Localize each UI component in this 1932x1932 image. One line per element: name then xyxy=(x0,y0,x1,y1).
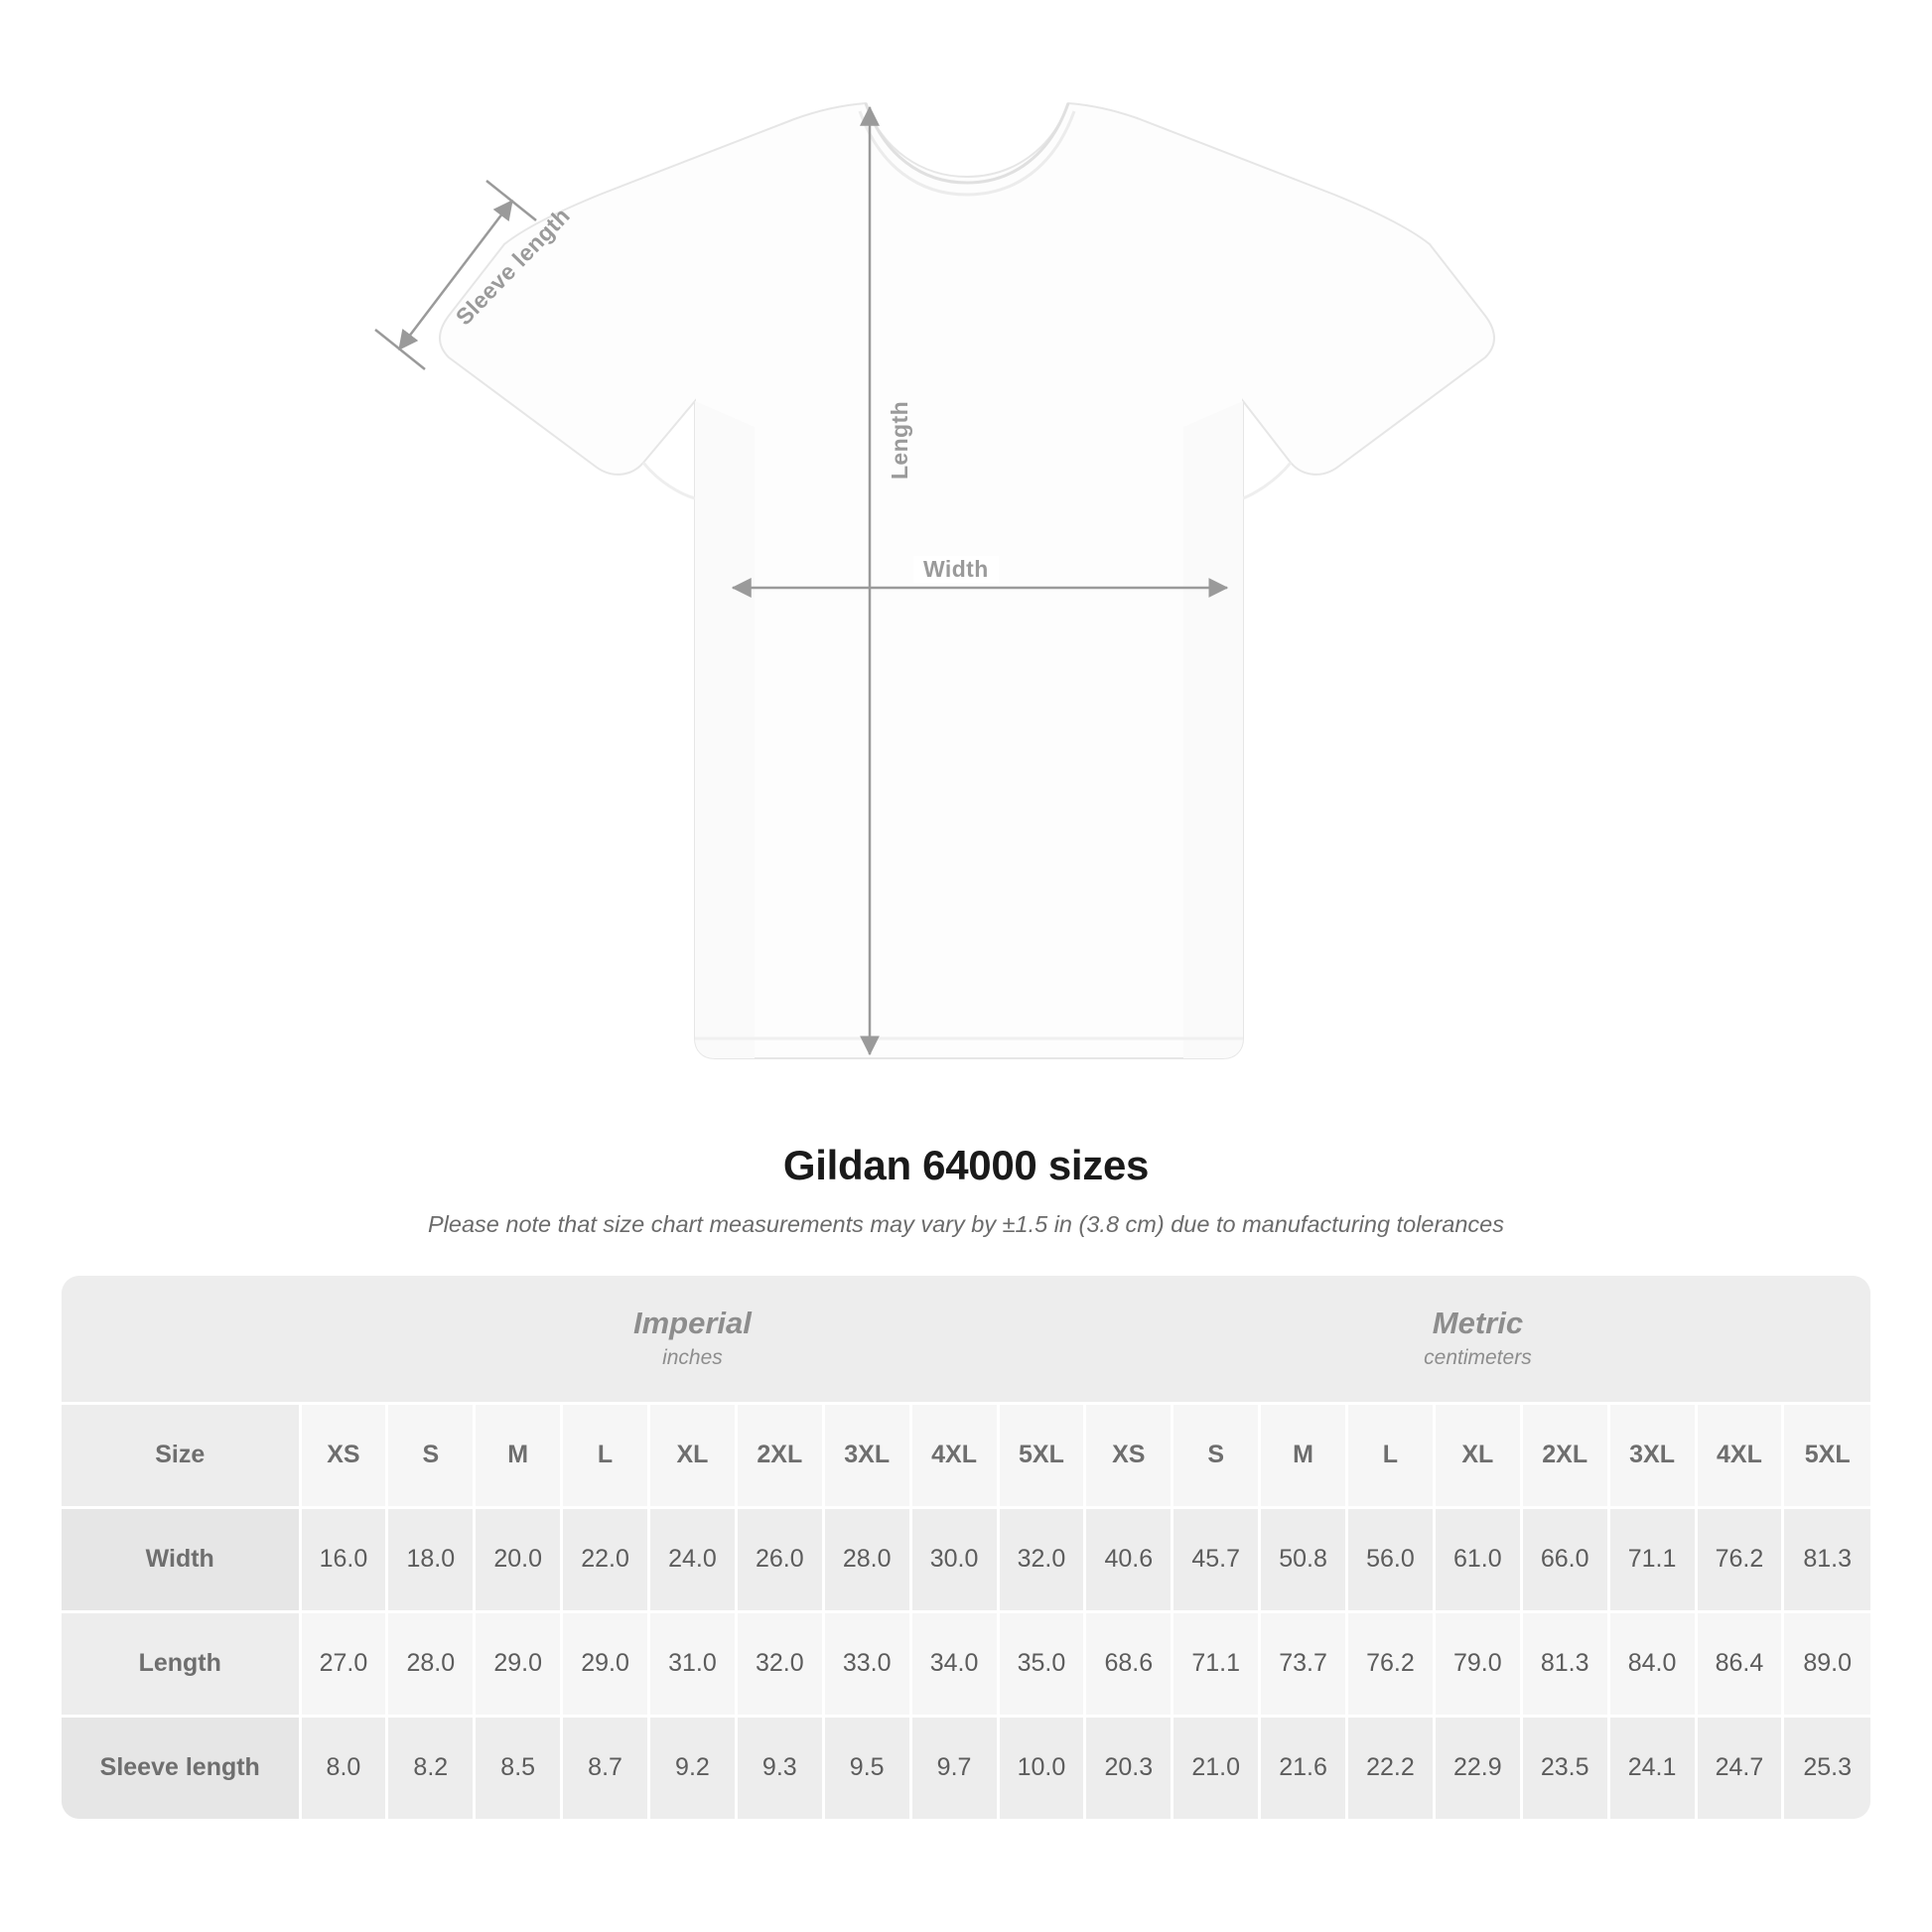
table-cell: 26.0 xyxy=(736,1507,823,1611)
unit-header-imperial xyxy=(300,1276,1085,1403)
row-label-length: Length xyxy=(62,1611,300,1716)
size-header-cell: 3XL xyxy=(1608,1403,1696,1507)
sleeve-tick-bottom xyxy=(375,330,425,369)
table-cell: 71.1 xyxy=(1173,1611,1260,1716)
table-cell: 73.7 xyxy=(1260,1611,1347,1716)
size-header-cell: XL xyxy=(649,1403,737,1507)
table-row xyxy=(62,1507,1870,1611)
table-cell: 76.2 xyxy=(1696,1507,1783,1611)
table-cell: 45.7 xyxy=(1173,1507,1260,1611)
unit-sub-imperial: inches xyxy=(662,1346,723,1370)
table-cell: 28.0 xyxy=(387,1611,475,1716)
table-row xyxy=(62,1611,1870,1716)
size-table xyxy=(62,1276,1870,1819)
unit-sub-metric: centimeters xyxy=(1424,1346,1532,1370)
tolerance-note: Please note that size chart measurements may vary by ±1.5 in (3.8 cm) due to manufacturing tolerances xyxy=(428,1211,1504,1237)
table-cell: 34.0 xyxy=(910,1611,998,1716)
size-header-cell: S xyxy=(387,1403,475,1507)
table-cell: 56.0 xyxy=(1347,1507,1435,1611)
table-cell: 89.0 xyxy=(1783,1611,1870,1716)
table-cell: 9.3 xyxy=(736,1716,823,1819)
table-row xyxy=(62,1716,1870,1819)
table-cell: 8.7 xyxy=(562,1716,649,1819)
table-cell: 22.2 xyxy=(1347,1716,1435,1819)
table-cell: 23.5 xyxy=(1521,1716,1608,1819)
table-cell: 86.4 xyxy=(1696,1611,1783,1716)
table-cell: 68.6 xyxy=(1085,1611,1173,1716)
width-label: Width xyxy=(913,556,999,583)
table-cell: 22.9 xyxy=(1434,1716,1521,1819)
table-cell: 40.6 xyxy=(1085,1507,1173,1611)
table-cell: 8.2 xyxy=(387,1716,475,1819)
table-cell: 20.0 xyxy=(475,1507,562,1611)
table-cell: 35.0 xyxy=(998,1611,1085,1716)
sleeve-length-label: Sleeve length xyxy=(450,202,576,331)
table-cell: 9.5 xyxy=(823,1716,910,1819)
table-cell: 32.0 xyxy=(736,1611,823,1716)
size-header-cell: L xyxy=(562,1403,649,1507)
size-header-cell: 2XL xyxy=(1521,1403,1608,1507)
table-cell: 81.3 xyxy=(1521,1611,1608,1716)
table-cell: 18.0 xyxy=(387,1507,475,1611)
table-cell: 79.0 xyxy=(1434,1611,1521,1716)
unit-header-metric xyxy=(1085,1276,1870,1403)
table-cell: 21.0 xyxy=(1173,1716,1260,1819)
table-cell: 61.0 xyxy=(1434,1507,1521,1611)
size-header-cell: XL xyxy=(1434,1403,1521,1507)
table-cell: 21.6 xyxy=(1260,1716,1347,1819)
table-cell: 10.0 xyxy=(998,1716,1085,1819)
unit-name-imperial: Imperial xyxy=(632,1306,752,1341)
row-label-width: Width xyxy=(62,1507,300,1611)
table-cell: 22.0 xyxy=(562,1507,649,1611)
size-header-cell: S xyxy=(1173,1403,1260,1507)
title-block xyxy=(0,1142,1932,1238)
sleeve-tick-top xyxy=(486,181,536,220)
table-cell: 81.3 xyxy=(1783,1507,1870,1611)
table-cell: 24.1 xyxy=(1608,1716,1696,1819)
table-cell: 28.0 xyxy=(823,1507,910,1611)
row-label-sleeve-length: Sleeve length xyxy=(62,1716,300,1819)
table-cell: 16.0 xyxy=(300,1507,387,1611)
table-cell: 27.0 xyxy=(300,1611,387,1716)
table-cell: 71.1 xyxy=(1608,1507,1696,1611)
table-cell: 29.0 xyxy=(475,1611,562,1716)
table-cell: 32.0 xyxy=(998,1507,1085,1611)
size-header-cell: M xyxy=(475,1403,562,1507)
size-header-cell: 5XL xyxy=(1783,1403,1870,1507)
size-header-cell: 5XL xyxy=(998,1403,1085,1507)
length-label: Length xyxy=(887,400,913,481)
table-cell: 30.0 xyxy=(910,1507,998,1611)
table-cell: 50.8 xyxy=(1260,1507,1347,1611)
table-cell: 29.0 xyxy=(562,1611,649,1716)
page-title: Gildan 64000 sizes xyxy=(782,1142,1150,1188)
table-cell: 8.5 xyxy=(475,1716,562,1819)
unit-header-spacer xyxy=(62,1276,300,1403)
size-header-cell: XS xyxy=(1085,1403,1173,1507)
table-cell: 76.2 xyxy=(1347,1611,1435,1716)
size-header-cell: 4XL xyxy=(910,1403,998,1507)
size-header-label: Size xyxy=(62,1403,300,1507)
table-cell: 20.3 xyxy=(1085,1716,1173,1819)
table-cell: 31.0 xyxy=(649,1611,737,1716)
table-cell: 24.0 xyxy=(649,1507,737,1611)
size-header-cell: M xyxy=(1260,1403,1347,1507)
size-header-row xyxy=(62,1403,1870,1507)
table-cell: 33.0 xyxy=(823,1611,910,1716)
table-cell: 9.7 xyxy=(910,1716,998,1819)
size-header-cell: L xyxy=(1347,1403,1435,1507)
table-cell: 9.2 xyxy=(649,1716,737,1819)
size-header-cell: XS xyxy=(300,1403,387,1507)
table-cell: 84.0 xyxy=(1608,1611,1696,1716)
unit-header-row xyxy=(62,1276,1870,1403)
size-header-cell: 4XL xyxy=(1696,1403,1783,1507)
unit-name-metric: Metric xyxy=(1432,1306,1524,1341)
size-table-container xyxy=(62,1276,1870,1819)
table-cell: 24.7 xyxy=(1696,1716,1783,1819)
table-cell: 66.0 xyxy=(1521,1507,1608,1611)
table-cell: 25.3 xyxy=(1783,1716,1870,1819)
size-header-cell: 2XL xyxy=(736,1403,823,1507)
size-header-cell: 3XL xyxy=(823,1403,910,1507)
table-cell: 8.0 xyxy=(300,1716,387,1819)
